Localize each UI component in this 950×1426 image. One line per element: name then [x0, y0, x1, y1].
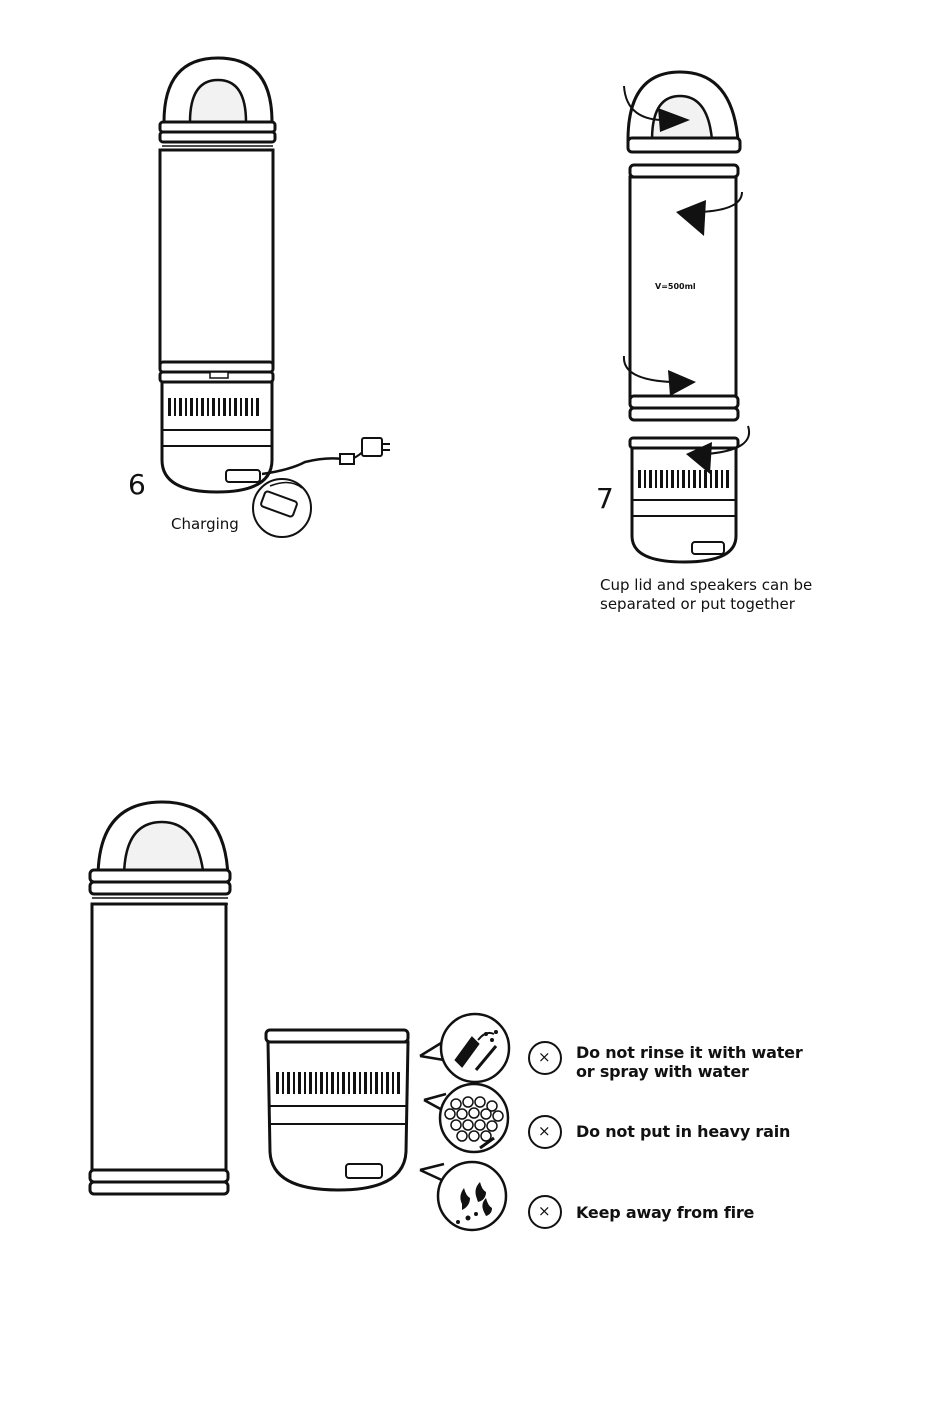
warning-water [576, 1043, 803, 1081]
warning-water-line2: or spray with water [576, 1062, 749, 1081]
warning-rain: Do not put in heavy rain [576, 1122, 791, 1141]
step6-caption: Charging [171, 515, 239, 533]
prohibit-icon: × [538, 1048, 551, 1066]
step-number-7: 7 [596, 482, 614, 515]
volume-label: V=500ml [655, 282, 696, 291]
warning-water-line1: Do not rinse it with water [576, 1043, 803, 1062]
warning-fire: Keep away from fire [576, 1203, 755, 1222]
prohibit-icon: × [538, 1202, 551, 1220]
prohibit-icon: × [538, 1122, 551, 1140]
step7-caption-line2: separated or put together [600, 595, 795, 613]
step-number-6: 6 [128, 468, 146, 501]
step7-caption-line1: Cup lid and speakers can be [600, 576, 813, 594]
